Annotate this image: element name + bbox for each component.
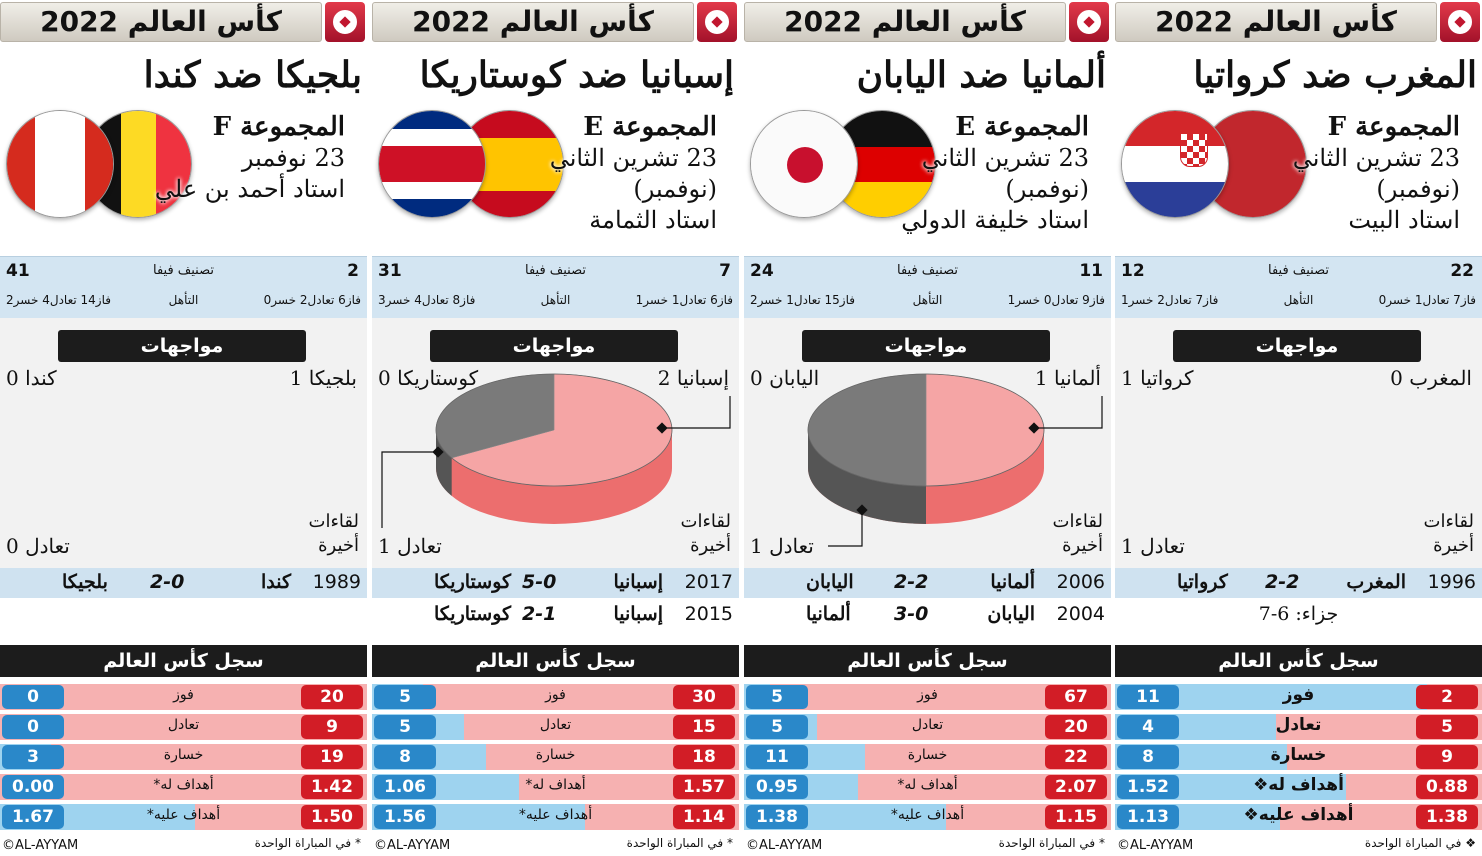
meeting-score: 2-1 bbox=[522, 603, 557, 625]
h2h-draws: تعادل 0 bbox=[6, 534, 70, 558]
footnote: ❖ في المباراة الواحدة bbox=[1364, 836, 1476, 850]
meeting-row bbox=[1115, 568, 1482, 598]
qualifying-left: فاز15 تعادل1 خسر2 bbox=[750, 293, 855, 307]
world-cup-logo-icon bbox=[1440, 2, 1480, 42]
flag-left-icon bbox=[378, 110, 486, 218]
footnote: * في المباراة الواحدة bbox=[254, 836, 361, 850]
stat-row bbox=[744, 744, 1111, 770]
meeting-penalties: جزاء: 6-7 bbox=[1258, 603, 1339, 625]
stat-label: خسارة bbox=[535, 747, 576, 763]
meeting-penalties-row bbox=[1115, 600, 1482, 630]
stat-row bbox=[372, 744, 739, 770]
stat-left-value: 0 bbox=[2, 685, 64, 709]
rank-right: 2 bbox=[347, 261, 359, 281]
rank-left: 41 bbox=[6, 261, 30, 281]
world-cup-record-label: سجل كأس العالم bbox=[0, 645, 367, 677]
stat-label: تعادل bbox=[911, 717, 944, 733]
header-title: كأس العالم 2022 bbox=[372, 2, 694, 42]
match-title: بلجيكا ضد كندا bbox=[143, 54, 362, 96]
stat-row bbox=[372, 684, 739, 710]
stat-label: أهداف له❖ bbox=[1253, 775, 1344, 795]
stat-row bbox=[744, 774, 1111, 800]
stat-right-value: 2 bbox=[1416, 685, 1478, 709]
world-cup-logo-icon bbox=[1069, 2, 1109, 42]
world-cup-record-label: سجل كأس العالم bbox=[744, 645, 1111, 677]
stat-label: أهداف له* bbox=[525, 777, 586, 793]
stat-right-value: 30 bbox=[673, 685, 735, 709]
stat-left-value: 3 bbox=[2, 745, 64, 769]
stat-label: خسارة bbox=[163, 747, 204, 763]
matchups-label: مواجهات bbox=[430, 330, 678, 362]
copyright: ©AL-AYYAM bbox=[374, 838, 451, 853]
meeting-team-1: إسبانيا bbox=[613, 571, 663, 593]
stat-label: خسارة bbox=[907, 747, 948, 763]
stat-left-value: 5 bbox=[374, 685, 436, 709]
match-date-note: (نوفمبر) bbox=[1376, 175, 1460, 203]
stat-row bbox=[0, 714, 367, 740]
stat-left-value: 5 bbox=[374, 715, 436, 739]
stat-row bbox=[1115, 684, 1482, 710]
stat-row bbox=[0, 774, 367, 800]
meeting-year: 2017 bbox=[684, 571, 733, 593]
stat-label: فوز bbox=[1282, 685, 1315, 705]
fifa-ranking-section bbox=[0, 256, 367, 318]
fifa-ranking-section bbox=[744, 256, 1111, 318]
match-date-note: (نوفمبر) bbox=[633, 175, 717, 203]
rank-right: 22 bbox=[1450, 261, 1474, 281]
recent-meetings-label: لقاءات أخيرة bbox=[308, 511, 359, 556]
stat-left-value: 0.95 bbox=[746, 775, 808, 799]
footnote: * في المباراة الواحدة bbox=[626, 836, 733, 850]
meeting-team-1: اليابان bbox=[987, 603, 1035, 625]
meeting-score: 2-2 bbox=[894, 571, 929, 593]
fifa-rank-label: تصنيف فيفا bbox=[524, 263, 586, 278]
stat-row bbox=[0, 684, 367, 710]
flag-left-icon bbox=[750, 110, 858, 218]
stat-left-value: 11 bbox=[1117, 685, 1179, 709]
stat-row bbox=[372, 714, 739, 740]
qualifying-label: التأهل bbox=[1283, 293, 1314, 307]
rank-left: 12 bbox=[1121, 261, 1145, 281]
header-title: كأس العالم 2022 bbox=[0, 2, 322, 42]
match-title: ألمانيا ضد اليابان bbox=[856, 54, 1106, 96]
footnote: * في المباراة الواحدة bbox=[998, 836, 1105, 850]
stat-right-value: 0.88 bbox=[1416, 775, 1478, 799]
stat-right-value: 1.42 bbox=[301, 775, 363, 799]
match-panel-morocco-croatia bbox=[1115, 0, 1482, 856]
meeting-year: 2015 bbox=[684, 603, 733, 625]
stat-row bbox=[1115, 804, 1482, 830]
meeting-score: 3-0 bbox=[894, 603, 929, 625]
flag-left-icon bbox=[1121, 110, 1229, 218]
stat-row bbox=[372, 774, 739, 800]
recent-meetings-label: لقاءات أخيرة bbox=[680, 511, 731, 556]
stat-left-value: 5 bbox=[746, 715, 808, 739]
stat-right-value: 15 bbox=[673, 715, 735, 739]
h2h-team-left: كوستاريكا 0 bbox=[378, 366, 479, 390]
flag-left-icon bbox=[6, 110, 114, 218]
stat-label: فوز bbox=[545, 687, 566, 703]
stat-row bbox=[744, 804, 1111, 830]
qualifying-label: التأهل bbox=[168, 293, 199, 307]
head-to-head-section bbox=[1115, 318, 1482, 568]
stat-label: خسارة bbox=[1270, 745, 1327, 765]
stat-left-value: 1.06 bbox=[374, 775, 436, 799]
stat-right-value: 1.15 bbox=[1045, 805, 1107, 829]
meeting-team-1: كندا bbox=[260, 571, 291, 593]
h2h-team-right: المغرب 0 bbox=[1390, 366, 1472, 390]
stat-right-value: 19 bbox=[301, 745, 363, 769]
meeting-row bbox=[372, 568, 739, 598]
meeting-team-2: اليابان bbox=[806, 571, 854, 593]
qualifying-left: فاز14 تعادل4 خسر2 bbox=[6, 293, 111, 307]
stat-left-value: 0 bbox=[2, 715, 64, 739]
venue: استاد البيت bbox=[1348, 206, 1460, 234]
stat-left-value: 1.67 bbox=[2, 805, 64, 829]
meeting-team-2: كوستاريكا bbox=[434, 571, 512, 593]
h2h-draws: تعادل 1 bbox=[750, 534, 814, 558]
stat-label: أهداف له* bbox=[153, 777, 214, 793]
world-cup-logo-icon bbox=[697, 2, 737, 42]
stat-right-value: 9 bbox=[301, 715, 363, 739]
meeting-team-2: كرواتيا bbox=[1177, 571, 1228, 593]
stat-left-value: 0.00 bbox=[2, 775, 64, 799]
fifa-rank-label: تصنيف فيفا bbox=[1267, 263, 1329, 278]
recent-meetings-list bbox=[1115, 568, 1482, 634]
h2h-draws: تعادل 1 bbox=[1121, 534, 1185, 558]
h2h-team-left: كندا 0 bbox=[6, 366, 57, 390]
stat-left-value: 1.52 bbox=[1117, 775, 1179, 799]
qualifying-left: فاز8 تعادل4 خسر3 bbox=[378, 293, 476, 307]
venue: استاد خليفة الدولي bbox=[901, 206, 1089, 234]
group-label: المجموعة E bbox=[955, 112, 1089, 142]
rank-left: 31 bbox=[378, 261, 402, 281]
meeting-team-1: إسبانيا bbox=[613, 603, 663, 625]
meeting-row bbox=[0, 568, 367, 598]
matchups-label: مواجهات bbox=[58, 330, 306, 362]
match-date: 23 تشرين الثاني bbox=[1292, 144, 1460, 172]
meeting-team-1: ألمانيا bbox=[990, 571, 1035, 593]
head-to-head-section bbox=[0, 318, 367, 568]
head-to-head-section bbox=[744, 318, 1111, 568]
header-title: كأس العالم 2022 bbox=[744, 2, 1066, 42]
qualifying-right: فاز6 تعادل1 خسر1 bbox=[635, 293, 733, 307]
stat-row bbox=[1115, 774, 1482, 800]
meeting-team-2: كوستاريكا bbox=[434, 603, 512, 625]
stat-right-value: 1.38 bbox=[1416, 805, 1478, 829]
recent-meetings-list bbox=[0, 568, 367, 634]
head-to-head-section bbox=[372, 318, 739, 568]
fifa-rank-label: تصنيف فيفا bbox=[896, 263, 958, 278]
stat-right-value: 1.14 bbox=[673, 805, 735, 829]
stat-row bbox=[744, 714, 1111, 740]
meeting-year: 2004 bbox=[1056, 603, 1105, 625]
stat-left-value: 1.38 bbox=[746, 805, 808, 829]
match-date: 23 تشرين الثاني bbox=[549, 144, 717, 172]
rank-right: 11 bbox=[1079, 261, 1103, 281]
fifa-ranking-section bbox=[1115, 256, 1482, 318]
stat-left-value: 1.56 bbox=[374, 805, 436, 829]
stat-right-value: 20 bbox=[301, 685, 363, 709]
h2h-team-left: كرواتيا 1 bbox=[1121, 366, 1194, 390]
stat-row bbox=[1115, 744, 1482, 770]
header-title: كأس العالم 2022 bbox=[1115, 2, 1437, 42]
h2h-team-right: ألمانيا 1 bbox=[1034, 366, 1101, 390]
copyright: ©AL-AYYAM bbox=[746, 838, 823, 853]
meeting-year: 1989 bbox=[312, 571, 361, 593]
match-info bbox=[135, 112, 345, 205]
copyright: ©AL-AYYAM bbox=[2, 838, 79, 853]
stat-right-value: 22 bbox=[1045, 745, 1107, 769]
stat-right-value: 1.50 bbox=[301, 805, 363, 829]
match-panel-spain-costarica bbox=[372, 0, 739, 856]
stat-left-value: 5 bbox=[746, 685, 808, 709]
copyright: ©AL-AYYAM bbox=[1117, 838, 1194, 853]
stat-right-value: 5 bbox=[1416, 715, 1478, 739]
recent-meetings-list bbox=[744, 568, 1111, 634]
match-date-note: (نوفمبر) bbox=[1005, 175, 1089, 203]
match-date: 23 نوفمبر bbox=[241, 144, 345, 172]
world-cup-record-label: سجل كأس العالم bbox=[372, 645, 739, 677]
world-cup-record-label: سجل كأس العالم bbox=[1115, 645, 1482, 677]
matchups-label: مواجهات bbox=[1173, 330, 1421, 362]
stat-label: أهداف له* bbox=[897, 777, 958, 793]
stat-left-value: 4 bbox=[1117, 715, 1179, 739]
h2h-draws: تعادل 1 bbox=[378, 534, 442, 558]
fifa-rank-label: تصنيف فيفا bbox=[152, 263, 214, 278]
rank-left: 24 bbox=[750, 261, 774, 281]
stat-left-value: 11 bbox=[746, 745, 808, 769]
recent-meetings-label: لقاءات أخيرة bbox=[1052, 511, 1103, 556]
match-panel-germany-japan bbox=[744, 0, 1111, 856]
meeting-team-1: المغرب bbox=[1346, 571, 1406, 593]
meeting-team-2: بلجيكا bbox=[62, 571, 108, 593]
stat-label: أهداف عليه* bbox=[146, 807, 221, 823]
meeting-year: 1996 bbox=[1427, 571, 1476, 593]
qualifying-left: فاز7 تعادل2 خسر1 bbox=[1121, 293, 1219, 307]
stat-left-value: 8 bbox=[374, 745, 436, 769]
recent-meetings-label: لقاءات أخيرة bbox=[1423, 511, 1474, 556]
qualifying-label: التأهل bbox=[912, 293, 943, 307]
match-info bbox=[1250, 112, 1460, 236]
stat-label: فوز bbox=[917, 687, 938, 703]
match-title: إسبانيا ضد كوستاريكا bbox=[419, 54, 734, 96]
matchups-label: مواجهات bbox=[802, 330, 1050, 362]
stat-right-value: 20 bbox=[1045, 715, 1107, 739]
venue: استاد أحمد بن علي bbox=[154, 175, 345, 203]
venue: استاد الثمامة bbox=[589, 206, 717, 234]
stat-row bbox=[372, 804, 739, 830]
meeting-score: 5-0 bbox=[522, 571, 557, 593]
qualifying-right: فاز6 تعادل2 خسر0 bbox=[263, 293, 361, 307]
qualifying-right: فاز7 تعادل1 خسر0 bbox=[1378, 293, 1476, 307]
stat-right-value: 67 bbox=[1045, 685, 1107, 709]
stat-label: تعادل bbox=[1275, 715, 1322, 735]
meeting-score: 2-0 bbox=[150, 571, 185, 593]
leader-line-draw bbox=[828, 510, 862, 546]
meeting-row bbox=[372, 600, 739, 630]
stat-label: أهداف عليه❖ bbox=[1243, 805, 1354, 825]
stat-row bbox=[0, 804, 367, 830]
match-date: 23 تشرين الثاني bbox=[921, 144, 1089, 172]
rank-right: 7 bbox=[719, 261, 731, 281]
h2h-team-right: بلجيكا 1 bbox=[289, 366, 357, 390]
meeting-row bbox=[744, 600, 1111, 630]
stat-right-value: 2.07 bbox=[1045, 775, 1107, 799]
qualifying-label: التأهل bbox=[540, 293, 571, 307]
stat-row bbox=[1115, 714, 1482, 740]
meeting-year: 2006 bbox=[1056, 571, 1105, 593]
match-panel-belgium-canada bbox=[0, 0, 367, 856]
stat-label: أهداف عليه* bbox=[518, 807, 593, 823]
stat-right-value: 1.57 bbox=[673, 775, 735, 799]
leader-line-draw bbox=[382, 452, 438, 528]
meeting-row bbox=[744, 568, 1111, 598]
stat-left-value: 8 bbox=[1117, 745, 1179, 769]
world-cup-logo-icon bbox=[325, 2, 365, 42]
group-label: المجموعة F bbox=[1327, 112, 1460, 142]
leader-line-right bbox=[1034, 396, 1102, 428]
stat-row bbox=[0, 744, 367, 770]
stat-row bbox=[744, 684, 1111, 710]
group-label: المجموعة F bbox=[212, 112, 345, 142]
stat-right-value: 9 bbox=[1416, 745, 1478, 769]
stat-right-value: 18 bbox=[673, 745, 735, 769]
recent-meetings-list bbox=[372, 568, 739, 634]
qualifying-right: فاز9 تعادل0 خسر1 bbox=[1007, 293, 1105, 307]
stat-label: تعادل bbox=[539, 717, 572, 733]
meeting-team-2: ألمانيا bbox=[806, 603, 851, 625]
match-info bbox=[879, 112, 1089, 236]
group-label: المجموعة E bbox=[583, 112, 717, 142]
match-info bbox=[507, 112, 717, 236]
match-title: المغرب ضد كرواتيا bbox=[1193, 54, 1477, 96]
leader-line-right bbox=[662, 396, 730, 428]
fifa-ranking-section bbox=[372, 256, 739, 318]
stat-label: تعادل bbox=[167, 717, 200, 733]
meeting-score: 2-2 bbox=[1265, 571, 1300, 593]
h2h-team-right: إسبانيا 2 bbox=[657, 366, 729, 390]
stat-label: فوز bbox=[173, 687, 194, 703]
stat-label: أهداف عليه* bbox=[890, 807, 965, 823]
h2h-team-left: اليابان 0 bbox=[750, 366, 820, 390]
stat-left-value: 1.13 bbox=[1117, 805, 1179, 829]
